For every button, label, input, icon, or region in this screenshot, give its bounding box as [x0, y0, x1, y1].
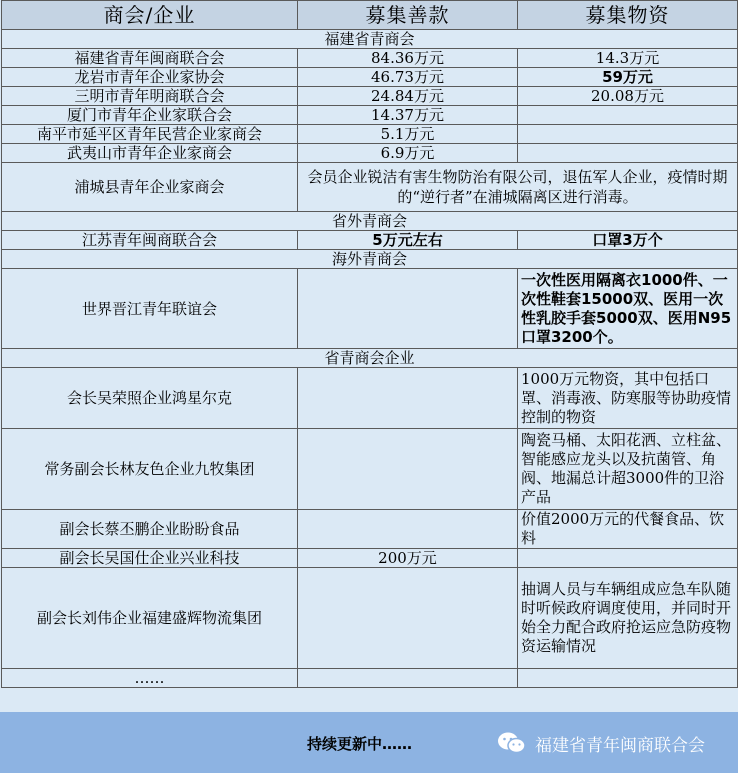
table-row — [2, 510, 738, 549]
goods-cell: 价值2000万元的代餐食品、饮料 — [518, 510, 738, 549]
org-name: 常务副会长林友色企业九牧集团 — [2, 429, 298, 510]
table-row — [2, 231, 738, 250]
money-cell — [298, 368, 518, 429]
goods-cell: 20.08万元 — [518, 87, 738, 106]
goods-cell — [518, 106, 738, 125]
section-row-outside — [2, 212, 738, 231]
org-name: 副会长刘伟企业福建盛辉物流集团 — [2, 568, 298, 669]
goods-cell: 陶瓷马桶、太阳花洒、立柱盆、智能感应龙头以及抗菌管、角阀、地漏总计超3000件的卫浴产品 — [518, 429, 738, 510]
money-cell: 84.36万元 — [298, 49, 518, 68]
header-row — [2, 1, 738, 30]
section-row-enterprise — [2, 349, 738, 368]
goods-cell: 抽调人员与车辆组成应急车队随时听候政府调度使用，并同时开始全力配合政府抢运应急防疫物资运输情况 — [518, 568, 738, 669]
money-cell: 24.84万元 — [298, 87, 518, 106]
org-name: 三明市青年明商联合会 — [2, 87, 298, 106]
org-name: 副会长蔡丕鹏企业盼盼食品 — [2, 510, 298, 549]
table-row — [2, 144, 738, 163]
section-row-fujian — [2, 30, 738, 49]
donation-table — [1, 0, 738, 688]
money-cell: 5.1万元 — [298, 125, 518, 144]
goods-cell — [518, 125, 738, 144]
section-title: 海外青商会 — [2, 250, 738, 269]
org-name: 江苏青年闽商联合会 — [2, 231, 298, 250]
wechat-icon — [497, 731, 527, 755]
section-title: 省青商会企业 — [2, 349, 738, 368]
table-row — [2, 269, 738, 349]
goods-cell: 59万元 — [518, 68, 738, 87]
money-cell: 200万元 — [298, 549, 518, 568]
table-row — [2, 368, 738, 429]
money-cell: 5万元左右 — [298, 231, 518, 250]
table-row — [2, 568, 738, 669]
watermark-text: 福建省青年闽商联合会 — [535, 735, 705, 756]
org-name: 副会长吴国仕企业兴业科技 — [2, 549, 298, 568]
money-cell — [298, 568, 518, 669]
money-cell: 46.73万元 — [298, 68, 518, 87]
org-name: 福建省青年闽商联合会 — [2, 49, 298, 68]
money-cell — [298, 510, 518, 549]
goods-cell: 14.3万元 — [518, 49, 738, 68]
table-row — [2, 106, 738, 125]
goods-cell — [518, 669, 738, 688]
org-name: 南平市延平区青年民营企业家商会 — [2, 125, 298, 144]
section-row-overseas — [2, 250, 738, 269]
money-cell — [298, 669, 518, 688]
table-row — [2, 87, 738, 106]
update-note: 持续更新中…… — [307, 735, 413, 753]
org-name: 会长吴荣照企业鸿星尔克 — [2, 368, 298, 429]
table-row — [2, 549, 738, 568]
money-cell — [298, 269, 518, 349]
money-cell — [298, 429, 518, 510]
table-row — [2, 163, 738, 212]
table-row — [2, 68, 738, 87]
goods-cell: 一次性医用隔离衣1000件、一次性鞋套15000双、医用一次性乳胶手套5000双、医用N95口罩3200个。 — [518, 269, 738, 349]
header-org: 商会/企业 — [2, 1, 298, 30]
section-title: 省外青商会 — [2, 212, 738, 231]
goods-cell: 1000万元物资，其中包括口罩、消毒液、防寒服等协助疫情控制的物资 — [518, 368, 738, 429]
table-row — [2, 49, 738, 68]
money-cell: 6.9万元 — [298, 144, 518, 163]
table-row — [2, 125, 738, 144]
org-name: …… — [2, 669, 298, 688]
header-money: 募集善款 — [298, 1, 518, 30]
goods-cell — [518, 144, 738, 163]
table-row — [2, 669, 738, 688]
header-goods: 募集物资 — [518, 1, 738, 30]
table-row — [2, 429, 738, 510]
section-title: 福建省青商会 — [2, 30, 738, 49]
watermark — [497, 728, 705, 758]
note-cell: 会员企业锐洁有害生物防治有限公司，退伍军人企业，疫情时期的“逆行者”在浦城隔离区进行消毒。 — [298, 163, 738, 212]
org-name: 厦门市青年企业家联合会 — [2, 106, 298, 125]
money-cell: 14.37万元 — [298, 106, 518, 125]
goods-cell: 口罩3万个 — [518, 231, 738, 250]
org-name: 龙岩市青年企业家协会 — [2, 68, 298, 87]
org-name: 武夷山市青年企业家商会 — [2, 144, 298, 163]
org-name: 浦城县青年企业家商会 — [2, 163, 298, 212]
org-name: 世界晋江青年联谊会 — [2, 269, 298, 349]
goods-cell — [518, 549, 738, 568]
footer-bar — [0, 712, 738, 773]
